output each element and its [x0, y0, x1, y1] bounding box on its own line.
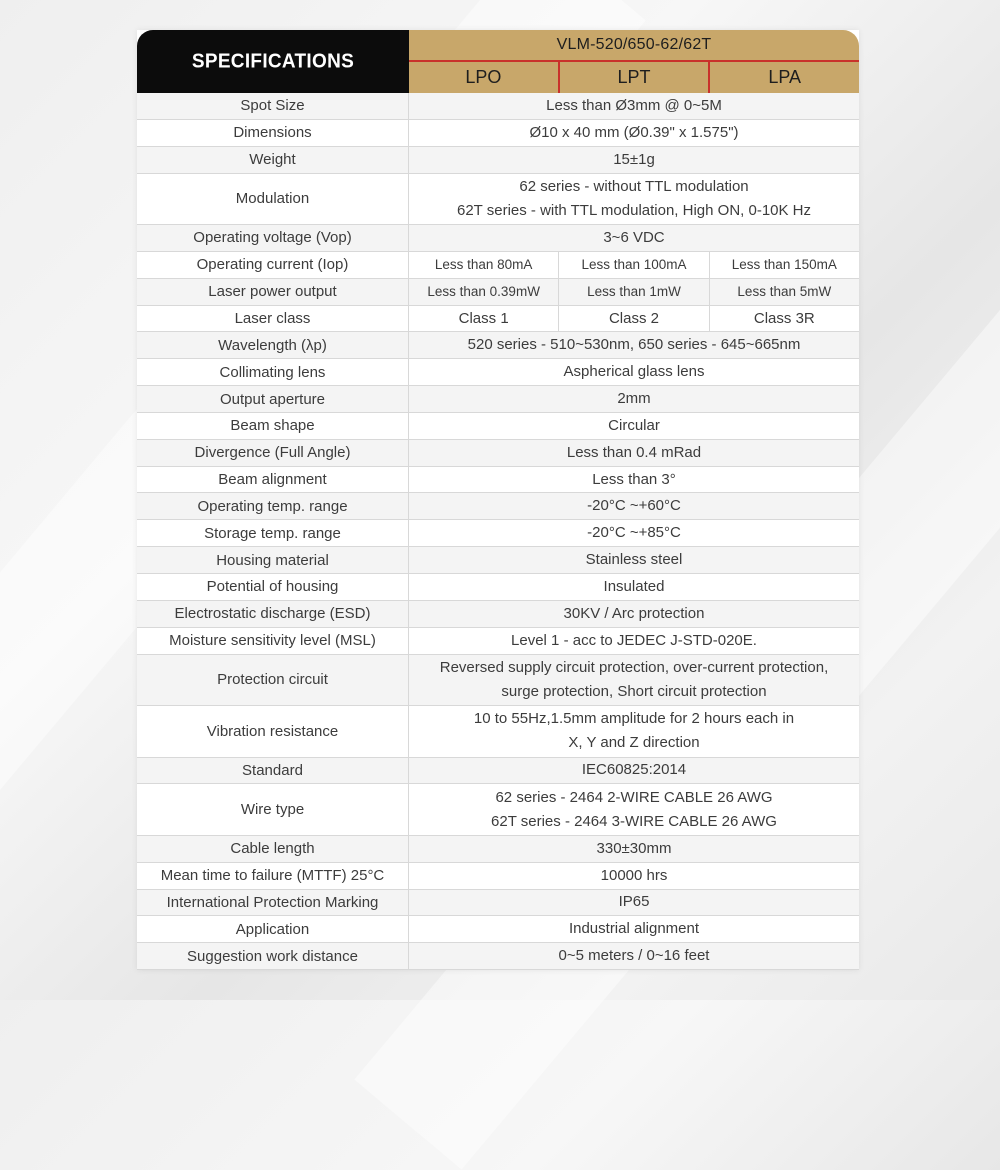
variant-row	[409, 62, 859, 93]
table-row	[137, 890, 859, 917]
row-value-line: 62T series - 2464 3-WIRE CABLE 26 AWG	[491, 812, 777, 830]
table-row	[137, 706, 859, 758]
row-value-cell: Less than 1mW	[558, 279, 708, 305]
row-value-line: surge protection, Short circuit protection	[501, 682, 767, 700]
table-row	[137, 359, 859, 386]
table-row	[137, 174, 859, 226]
table-row	[137, 386, 859, 413]
row-value: 0~5 meters / 0~16 feet	[409, 943, 859, 970]
row-value: 2mm	[409, 386, 859, 413]
row-label: Vibration resistance	[137, 706, 409, 758]
model-name: VLM-520/650-62/62T	[556, 36, 712, 53]
row-label: Dimensions	[137, 120, 409, 147]
table-row	[137, 758, 859, 785]
table-row	[137, 93, 859, 120]
row-label: Wire type	[137, 784, 409, 836]
table-row	[137, 147, 859, 174]
row-value: -20°C ~+60°C	[409, 493, 859, 520]
row-label: Protection circuit	[137, 655, 409, 707]
table-row	[137, 547, 859, 574]
row-value-line: 62T series - with TTL modulation, High ON, 0-10K Hz	[456, 201, 812, 219]
row-value: Level 1 - acc to JEDEC J-STD-020E.	[409, 628, 859, 655]
table-row	[137, 520, 859, 547]
row-value: 30KV / Arc protection	[409, 601, 859, 628]
row-label: Weight	[137, 147, 409, 174]
row-split-values	[409, 306, 859, 333]
row-label: Modulation	[137, 174, 409, 226]
row-label: Cable length	[137, 836, 409, 863]
table-row	[137, 601, 859, 628]
row-value-line: 10 to 55Hz,1.5mm amplitude for 2 hours each in	[473, 710, 795, 728]
row-value: -20°C ~+85°C	[409, 520, 859, 547]
row-value: Aspherical glass lens	[409, 359, 859, 386]
row-label: International Protection Marking	[137, 890, 409, 917]
row-value-line: 62 series - 2464 2-WIRE CABLE 26 AWG	[495, 788, 773, 806]
spec-header	[137, 30, 859, 93]
row-value	[409, 655, 859, 707]
variant-lpa: LPA	[708, 62, 859, 93]
row-label: Electrostatic discharge (ESD)	[137, 601, 409, 628]
row-value: 3~6 VDC	[409, 225, 859, 252]
row-label: Beam shape	[137, 413, 409, 440]
row-value: Industrial alignment	[409, 916, 859, 943]
row-label: Potential of housing	[137, 574, 409, 601]
row-split-values	[409, 279, 859, 306]
row-label: Beam alignment	[137, 467, 409, 494]
row-value-line: X, Y and Z direction	[568, 734, 700, 752]
row-value: Insulated	[409, 574, 859, 601]
row-label: Laser power output	[137, 279, 409, 306]
row-value: 520 series - 510~530nm, 650 series - 645~665nm	[409, 332, 859, 359]
table-row	[137, 574, 859, 601]
variant-lpo: LPO	[409, 62, 558, 93]
table-row	[137, 863, 859, 890]
row-value: Less than 0.4 mRad	[409, 440, 859, 467]
row-label: Operating current (Iop)	[137, 252, 409, 279]
table-row	[137, 784, 859, 836]
spec-sheet	[137, 30, 859, 970]
row-value-cell: Class 3R	[709, 306, 859, 332]
row-value-line: Reversed supply circuit protection, over-current protection,	[439, 658, 829, 676]
row-value: Circular	[409, 413, 859, 440]
table-row	[137, 120, 859, 147]
table-row	[137, 279, 859, 306]
row-value-cell: Class 2	[558, 306, 708, 332]
row-value-cell: Less than 80mA	[434, 257, 533, 273]
row-label: Divergence (Full Angle)	[137, 440, 409, 467]
row-label: Standard	[137, 758, 409, 785]
row-label: Application	[137, 916, 409, 943]
table-row	[137, 332, 859, 359]
spec-table-body	[137, 93, 859, 970]
row-value: Less than Ø3mm @ 0~5M	[409, 93, 859, 120]
row-label: Housing material	[137, 547, 409, 574]
spec-title: SPECIFICATIONS	[191, 49, 355, 73]
row-label: Laser class	[137, 306, 409, 333]
row-value-cell: Less than 150mA	[709, 252, 859, 278]
table-row	[137, 916, 859, 943]
row-value-cell: Less than 5mW	[709, 279, 859, 305]
model-cell	[409, 30, 859, 62]
row-label: Output aperture	[137, 386, 409, 413]
row-label: Operating temp. range	[137, 493, 409, 520]
row-label: Suggestion work distance	[137, 943, 409, 970]
row-value-line: 62 series - without TTL modulation	[519, 177, 749, 195]
row-value: 15±1g	[409, 147, 859, 174]
table-row	[137, 225, 859, 252]
row-value-cell: Class 1	[458, 309, 509, 327]
row-value: 330±30mm	[409, 836, 859, 863]
spec-title-cell	[137, 30, 409, 93]
table-row	[137, 440, 859, 467]
row-label: Moisture sensitivity level (MSL)	[137, 628, 409, 655]
table-row	[137, 655, 859, 707]
row-value	[409, 784, 859, 836]
row-value: IEC60825:2014	[409, 758, 859, 785]
row-value: Ø10 x 40 mm (Ø0.39" x 1.575")	[409, 120, 859, 147]
row-label: Mean time to failure (MTTF) 25°C	[137, 863, 409, 890]
row-split-values	[409, 252, 859, 279]
row-label: Spot Size	[137, 93, 409, 120]
table-row	[137, 252, 859, 279]
row-value-cell: Less than 100mA	[558, 252, 708, 278]
row-label: Storage temp. range	[137, 520, 409, 547]
table-row	[137, 943, 859, 970]
table-row	[137, 493, 859, 520]
table-row	[137, 467, 859, 494]
table-row	[137, 628, 859, 655]
row-value: Stainless steel	[409, 547, 859, 574]
table-row	[137, 413, 859, 440]
row-value: IP65	[409, 890, 859, 917]
row-value-cell: Less than 0.39mW	[427, 284, 540, 300]
table-row	[137, 836, 859, 863]
row-label: Operating voltage (Vop)	[137, 225, 409, 252]
row-label: Collimating lens	[137, 359, 409, 386]
row-value: 10000 hrs	[409, 863, 859, 890]
row-value	[409, 174, 859, 226]
row-value	[409, 706, 859, 758]
variant-lpt: LPT	[558, 62, 709, 93]
row-label: Wavelength (λp)	[137, 332, 409, 359]
table-row	[137, 306, 859, 333]
row-value: Less than 3°	[409, 467, 859, 494]
